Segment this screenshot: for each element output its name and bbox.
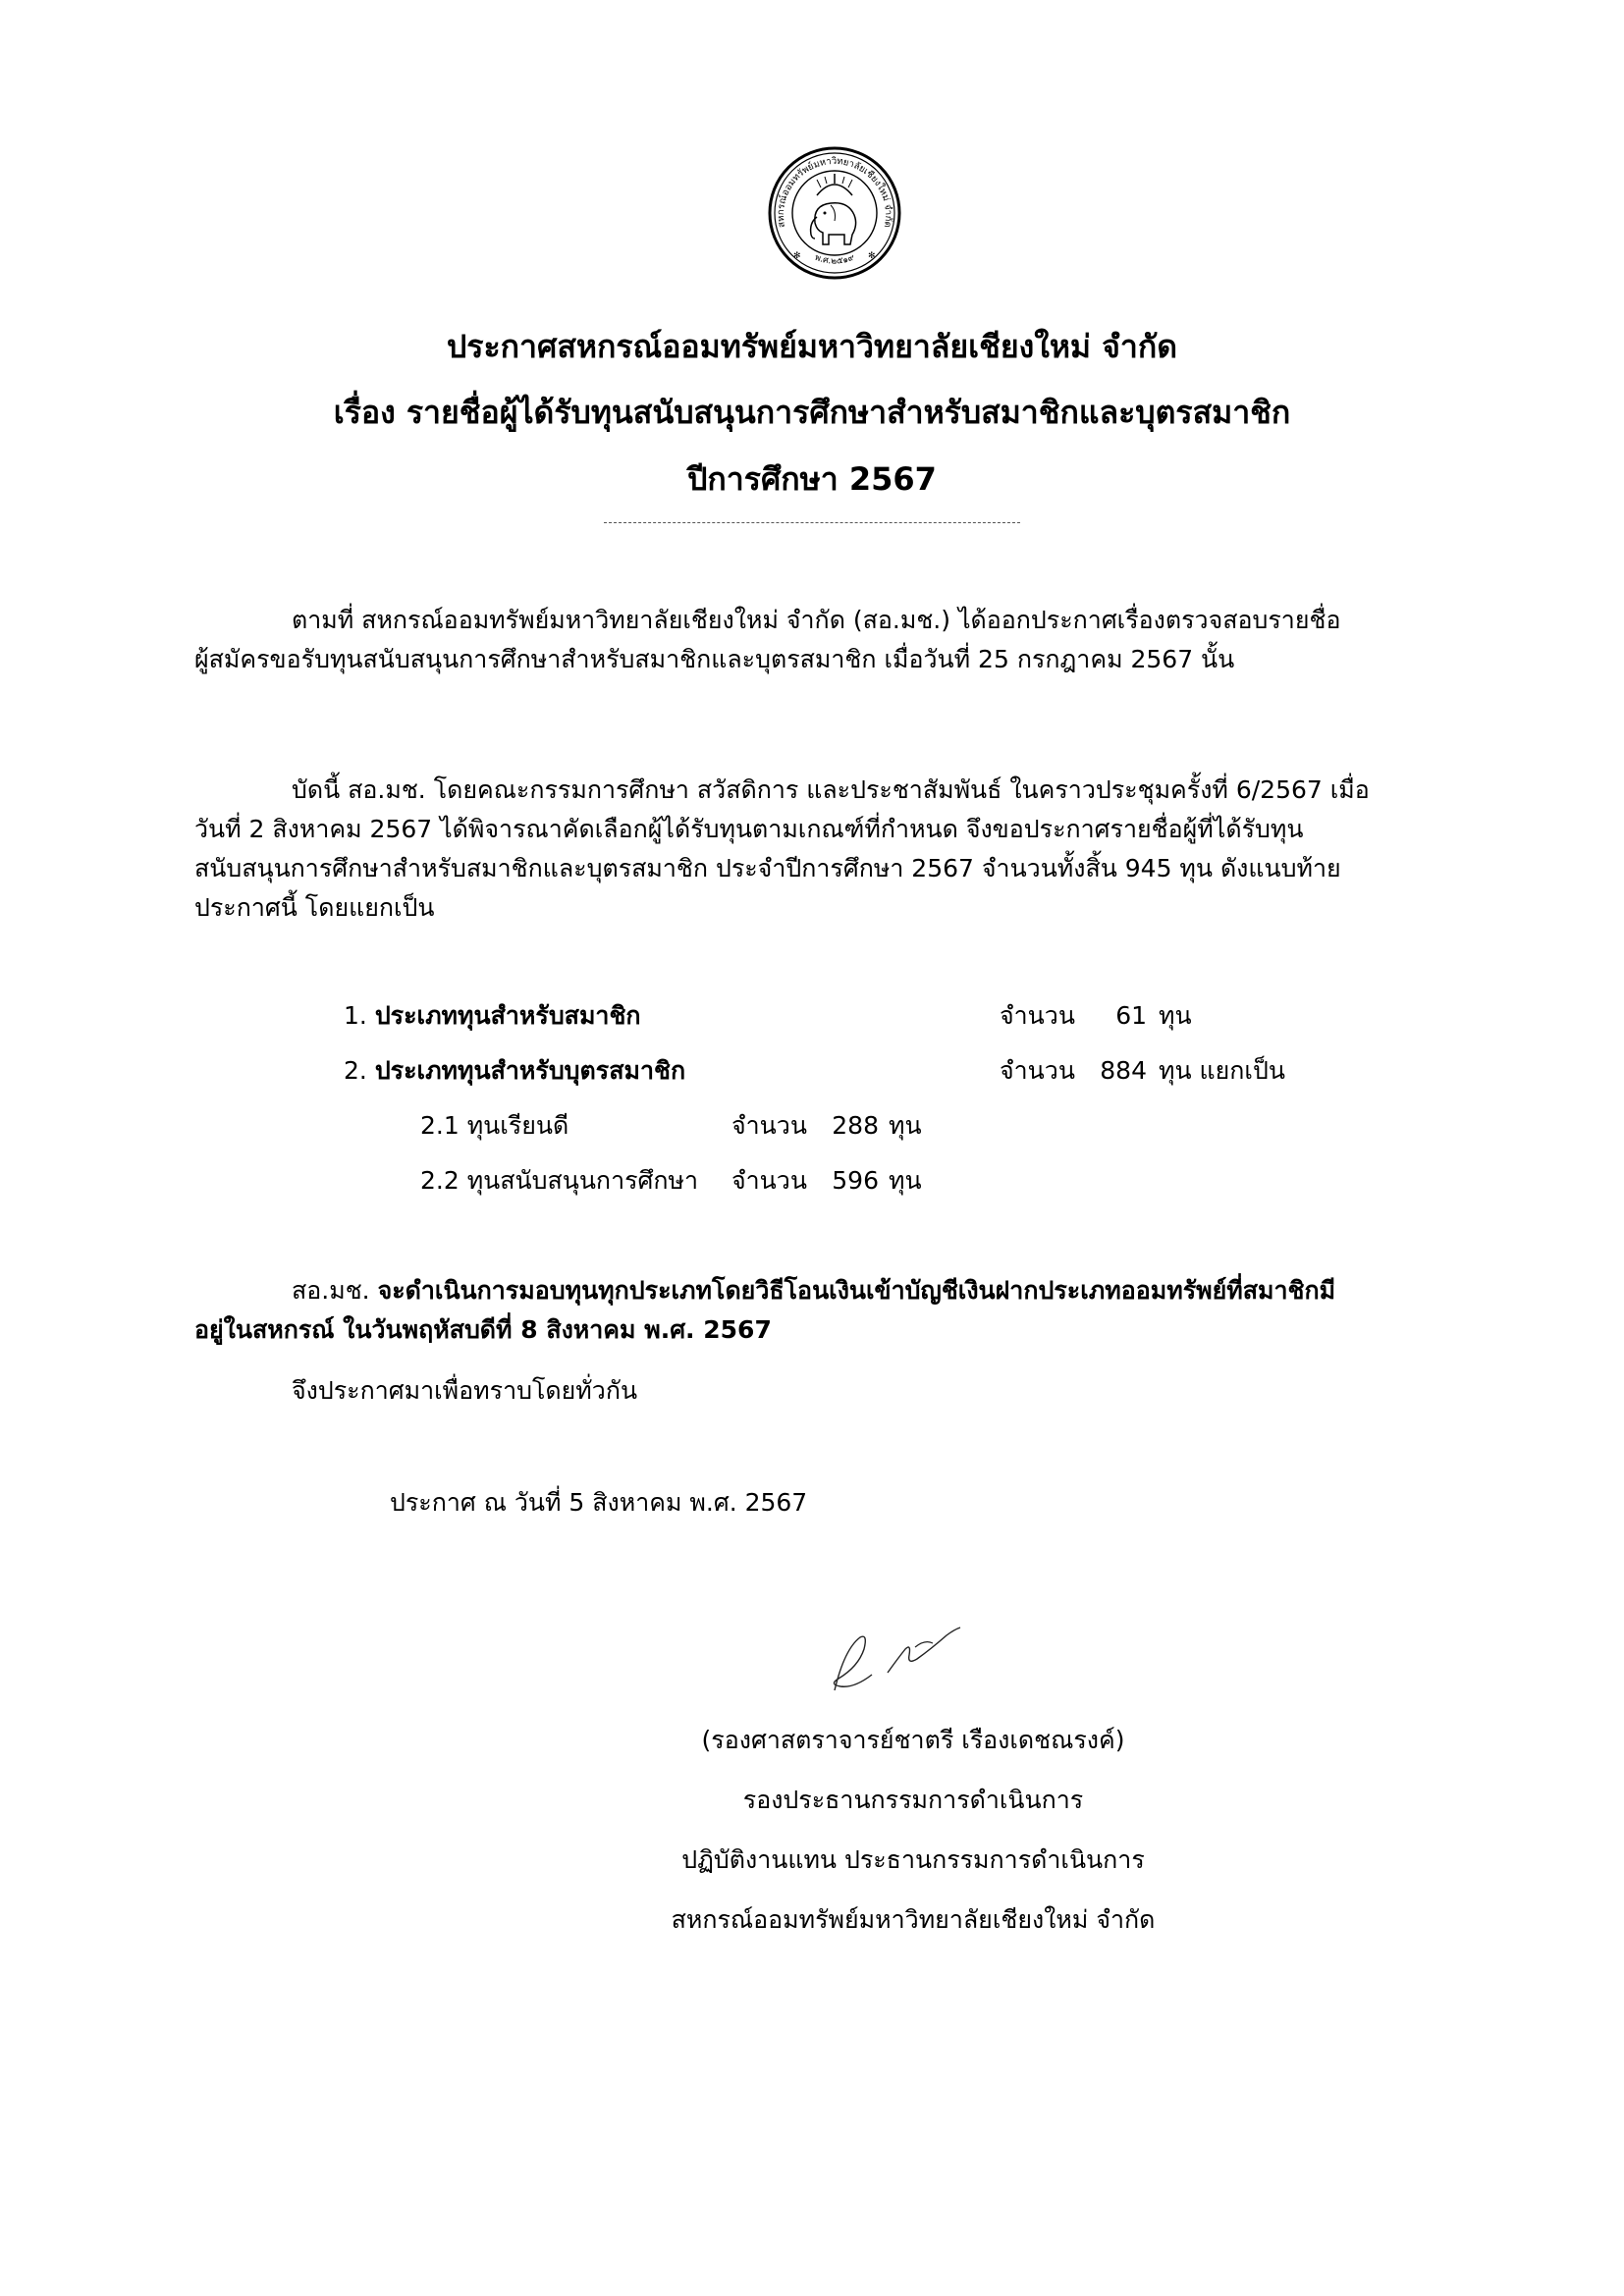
paragraph-line: ผู้สมัครขอรับทุนสนับสนุนการศึกษาสำหรับสมาชิกและบุตรสมาชิก เมื่อวันที่ 25 กรกฎาคม 2567 นั้น [194, 645, 1235, 673]
paragraph-line: ประกาศนี้ โดยแยกเป็น [194, 893, 435, 922]
paragraph-decision [194, 771, 1476, 967]
announcement-date: ประกาศ ณ วันที่ 5 สิงหาคม พ.ศ. 2567 [390, 1488, 808, 1517]
subcategory-merit-label: 2.1 ทุนเรียนดี [420, 1111, 569, 1140]
svg-text:✻: ✻ [868, 251, 876, 261]
subcategory-support-count: จำนวน 596 ทุน [731, 1166, 922, 1195]
signatory-acting-position: ปฏิบัติงานแทน ประธานกรรมการดำเนินการ [681, 1845, 1145, 1874]
announcement-title: ประกาศสหกรณ์ออมทรัพย์มหาวิทยาลัยเชียงใหม่ จำกัด [446, 328, 1178, 365]
paragraph-transfer-notice [194, 1271, 1476, 1350]
announcement-subject: เรื่อง รายชื่อผู้ได้รับทุนสนับสนุนการศึกษาสำหรับสมาชิกและบุตรสมาชิก [333, 394, 1291, 431]
svg-text:สหกรณ์ออมทรัพย์มหาวิทยาลัยเชีย: สหกรณ์ออมทรัพย์มหาวิทยาลัยเชียงใหม่ จำกัด [775, 155, 894, 229]
svg-text:✻: ✻ [793, 251, 801, 261]
paragraph-background [194, 601, 1476, 679]
paragraph-line: สนับสนุนการศึกษาสำหรับสมาชิกและบุตรสมาชิก ประจำปีการศึกษา 2567 จำนวนทั้งสิ้น 945 ทุน ดังแนบท้าย [194, 854, 1341, 882]
paragraph-line: อยู่ในสหกรณ์ ในวันพฤหัสบดีที่ 8 สิงหาคม พ.ศ. 2567 [194, 1315, 772, 1344]
academic-year: ปีการศึกษา 2567 [687, 460, 937, 498]
svg-text:พ.ศ.๒๕๑๙: พ.ศ.๒๕๑๙ [813, 252, 856, 267]
category-member-count: จำนวน 61 ทุน [1000, 1001, 1192, 1030]
category-children-label: 2. ประเภททุนสำหรับบุตรสมาชิก [344, 1056, 686, 1085]
paragraph-line: วันที่ 2 สิงหาคม 2567 ได้พิจารณาคัดเลือกผู้ได้รับทุนตามเกณฑ์ที่กำหนด จึงขอประกาศรายชื่อผู้ที่ได้รับทุน [194, 815, 1304, 843]
subcategory-merit-count: จำนวน 288 ทุน [731, 1111, 922, 1140]
category-children-count: จำนวน 884 ทุน แยกเป็น [1000, 1056, 1285, 1085]
signatory-organization: สหกรณ์ออมทรัพย์มหาวิทยาลัยเชียงใหม่ จำกัด [671, 1905, 1156, 1934]
subcategory-support-label: 2.2 ทุนสนับสนุนการศึกษา [420, 1166, 699, 1195]
cooperative-seal-icon [766, 144, 903, 282]
closing-statement: จึงประกาศมาเพื่อทราบโดยทั่วกัน [292, 1376, 638, 1405]
paragraph-line: บัดนี้ สอ.มช. โดยคณะกรรมการศึกษา สวัสดิการ และประชาสัมพันธ์ ในคราวประชุมครั้งที่ 6/2567 เมื่อ [292, 775, 1370, 804]
category-member-label: 1. ประเภททุนสำหรับสมาชิก [344, 1001, 641, 1030]
signatory-name: (รองศาสตราจารย์ชาตรี เรืองเดชณรงค์) [701, 1726, 1125, 1754]
signatory-position: รองประธานกรรมการดำเนินการ [742, 1786, 1084, 1814]
title-divider [604, 522, 1020, 523]
paragraph-line: ตามที่ สหกรณ์ออมทรัพย์มหาวิทยาลัยเชียงใหม่ จำกัด (สอ.มช.) ได้ออกประกาศเรื่องตรวจสอบรายชื่อ [292, 606, 1341, 634]
paragraph-line: สอ.มช. จะดำเนินการมอบทุนทุกประเภทโดยวิธีโอนเงินเข้าบัญชีเงินฝากประเภทออมทรัพย์ที่สมาชิกมี [292, 1276, 1336, 1305]
signature-icon [815, 1610, 982, 1698]
